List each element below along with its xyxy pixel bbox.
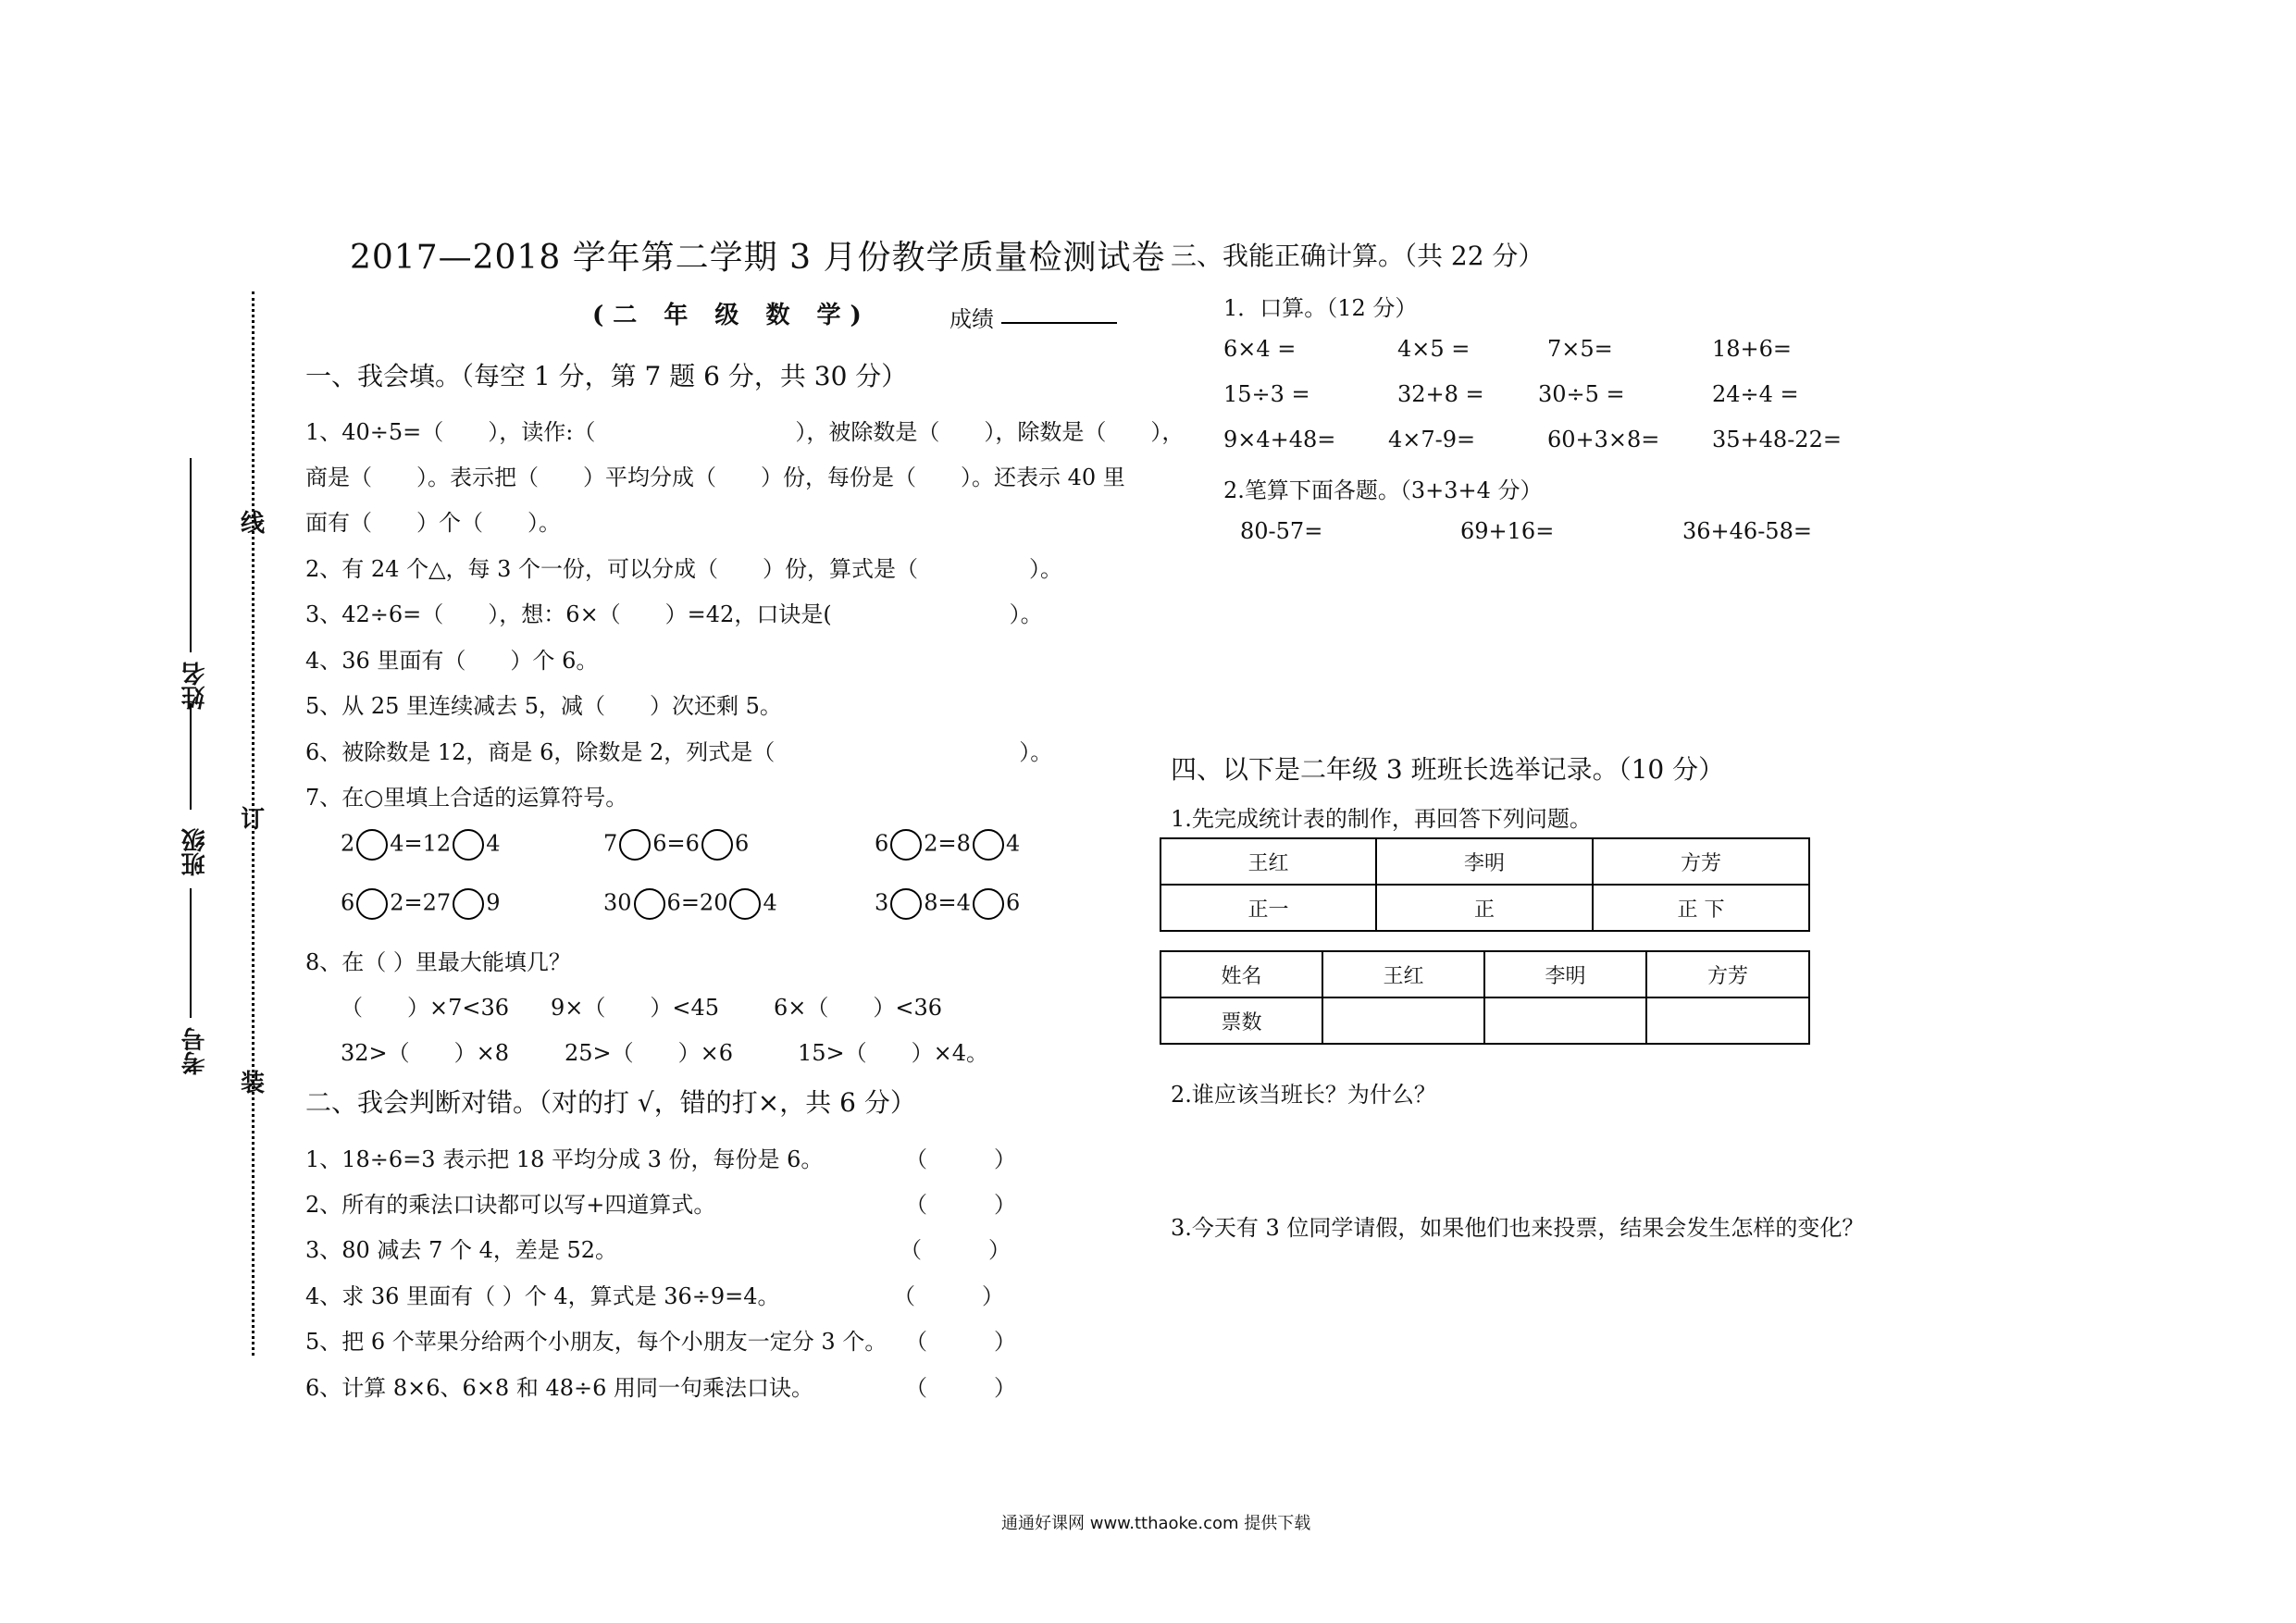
q2: 2、有 24 个△，每 3 个一份，可以分成（ ）份，算式是（ ）。 (305, 556, 1063, 582)
written-item: 80-57= (1240, 518, 1323, 544)
page-subtitle: (二 年 级 数 学) (592, 302, 871, 329)
judge-paren-3[interactable]: （ ） (900, 1237, 1011, 1263)
oral-item: 18+6= (1712, 336, 1793, 362)
vote-count-cell[interactable] (1484, 997, 1646, 1044)
judge-paren-4[interactable]: （ ） (893, 1283, 1004, 1309)
class-blank (190, 703, 192, 810)
binding-ding-label: 订 (241, 806, 266, 834)
tally-name: 王红 (1160, 838, 1376, 885)
q7-item: 30 6=20 4 (603, 888, 777, 920)
name-blank (190, 458, 192, 652)
q3: 3、42÷6=（ ），想：6×（ ）=42，口诀是( ）。 (305, 601, 1043, 627)
oral-item: 6×4 = (1223, 336, 1297, 362)
judge-item-5: 5、把 6 个苹果分给两个小朋友，每个小朋友一定分 3 个。 (305, 1329, 887, 1355)
oral-item: 9×4+48= (1223, 427, 1336, 452)
stat-row-label: 票数 (1160, 997, 1322, 1044)
written-item: 69+16= (1460, 518, 1555, 544)
judge-item-4: 4、求 36 里面有（ ）个 4，算式是 36÷9=4。 (305, 1283, 780, 1309)
binding-zhuang-label: 装 (241, 1070, 266, 1097)
q5: 5、从 25 里连续减去 5，减（ ）次还剩 5。 (305, 693, 782, 719)
written-calc-title: 2.笔算下面各题。（3+3+4 分） (1223, 477, 1543, 503)
q8-item: 6×（ ）<36 (774, 995, 943, 1021)
vote-count-cell[interactable] (1322, 997, 1484, 1044)
oral-item: 32+8 = (1397, 381, 1484, 407)
tally-mark: 正 (1376, 885, 1593, 931)
oral-item: 4×5 = (1397, 336, 1471, 362)
q8: 8、在（ ）里最大能填几？ (305, 949, 571, 975)
judge-item-2: 2、所有的乘法口诀都可以写+四道算式。 (305, 1192, 716, 1218)
operator-circle[interactable] (356, 829, 388, 861)
q1-line-1: 1、40÷5=（ ），读作:（ ），被除数是（ ），除数是（ ）， (305, 419, 1185, 445)
judge-item-3: 3、80 减去 7 个 4，差是 52。 (305, 1237, 618, 1263)
q1-line-2: 商是（ ）。表示把（ ）平均分成（ ）份，每份是（ ）。还表示 40 里 (305, 465, 1125, 490)
q8-item: 32>（ ）×8 (341, 1040, 510, 1066)
oral-item: 7×5= (1547, 336, 1613, 362)
tally-name: 方芳 (1593, 838, 1809, 885)
stat-header-cell: 李明 (1484, 951, 1646, 997)
stat-header-cell: 方芳 (1646, 951, 1809, 997)
operator-circle[interactable] (890, 888, 922, 920)
operator-circle[interactable] (890, 829, 922, 861)
oral-item: 4×7-9= (1388, 427, 1476, 452)
stat-header-cell: 王红 (1322, 951, 1484, 997)
q4: 4、36 里面有（ ）个 6。 (305, 648, 599, 674)
oral-calc-title: 1．口算。（12 分） (1223, 295, 1418, 321)
judge-paren-2[interactable]: （ ） (905, 1192, 1016, 1218)
class-label: 班级 (181, 828, 209, 876)
operator-circle[interactable] (701, 829, 733, 861)
binding-line-label: 线 (241, 510, 266, 538)
score-label: 成绩 (949, 306, 994, 332)
operator-circle[interactable] (356, 888, 388, 920)
q7: 7、在○里填上合适的运算符号。 (305, 785, 628, 811)
section-4-q1: 1.先完成统计表的制作，再回答下列问题。 (1171, 806, 1592, 832)
tally-mark: 正一 (1160, 885, 1376, 931)
operator-circle[interactable] (453, 829, 484, 861)
judge-paren-1[interactable]: （ ） (905, 1146, 1016, 1172)
oral-item: 15÷3 = (1223, 381, 1310, 407)
exam-number-blank (190, 888, 192, 1018)
section-4-q3: 3.今天有 3 位同学请假，如果他们也来投票，结果会发生怎样的变化？ (1171, 1215, 1865, 1241)
q8-item: 25>（ ）×6 (565, 1040, 734, 1066)
judge-item-6: 6、计算 8×6、6×8 和 48÷6 用同一句乘法口诀。 (305, 1375, 813, 1401)
q6: 6、被除数是 12，商是 6，除数是 2，列式是（ ）。 (305, 739, 1053, 765)
operator-circle[interactable] (973, 829, 1004, 861)
judge-paren-6[interactable]: （ ） (905, 1375, 1016, 1401)
vote-count-table (1160, 950, 1810, 1045)
q1-line-3: 面有（ ）个（ ）。 (305, 510, 561, 536)
oral-item: 35+48-22= (1712, 427, 1842, 452)
q8-item: 9×（ ）<45 (551, 995, 720, 1021)
page-title: 2017—2018 学年第二学期 3 月份教学质量检测试卷 (350, 239, 1166, 277)
judge-paren-5[interactable]: （ ） (905, 1329, 1016, 1355)
section-4-title: 四、以下是二年级 3 班班长选举记录。（10 分） (1171, 754, 1725, 785)
section-2-title: 二、我会判断对错。（对的打 √，错的打×，共 6 分） (305, 1087, 916, 1118)
q8-item: 15>（ ）×4。 (798, 1040, 989, 1066)
q8-item: （ ）×7<36 (341, 995, 510, 1021)
q7-item: 6 2=8 4 (875, 829, 1020, 861)
q7-item: 6 2=27 9 (341, 888, 500, 920)
oral-item: 30÷5 = (1538, 381, 1625, 407)
q7-item: 3 8=4 6 (875, 888, 1020, 920)
stat-header-cell: 姓名 (1160, 951, 1322, 997)
operator-circle[interactable] (634, 888, 665, 920)
name-label: 姓名 (181, 662, 209, 710)
footer-text: 通通好课网 www.tthaoke.com 提供下载 (1001, 1514, 1311, 1533)
section-1-title: 一、我会填。（每空 1 分，第 7 题 6 分，共 30 分） (305, 361, 908, 391)
operator-circle[interactable] (619, 829, 651, 861)
q7-item: 2 4=12 4 (341, 829, 500, 861)
tally-name: 李明 (1376, 838, 1593, 885)
section-4-q2: 2.谁应该当班长？为什么？ (1171, 1082, 1436, 1108)
q7-item: 7 6=6 6 (603, 829, 749, 861)
oral-item: 24÷4 = (1712, 381, 1799, 407)
tally-mark: 正 下 (1593, 885, 1809, 931)
score-blank[interactable] (1001, 322, 1117, 324)
section-3-title: 三、我能正确计算。（共 22 分） (1171, 241, 1545, 271)
exam-number-label: 考号 (181, 1027, 209, 1075)
judge-item-1: 1、18÷6=3 表示把 18 平均分成 3 份，每份是 6。 (305, 1146, 824, 1172)
written-item: 36+46-58= (1682, 518, 1812, 544)
tally-table (1160, 837, 1810, 932)
operator-circle[interactable] (729, 888, 761, 920)
operator-circle[interactable] (453, 888, 484, 920)
operator-circle[interactable] (973, 888, 1004, 920)
vote-count-cell[interactable] (1646, 997, 1809, 1044)
oral-item: 60+3×8= (1547, 427, 1660, 452)
